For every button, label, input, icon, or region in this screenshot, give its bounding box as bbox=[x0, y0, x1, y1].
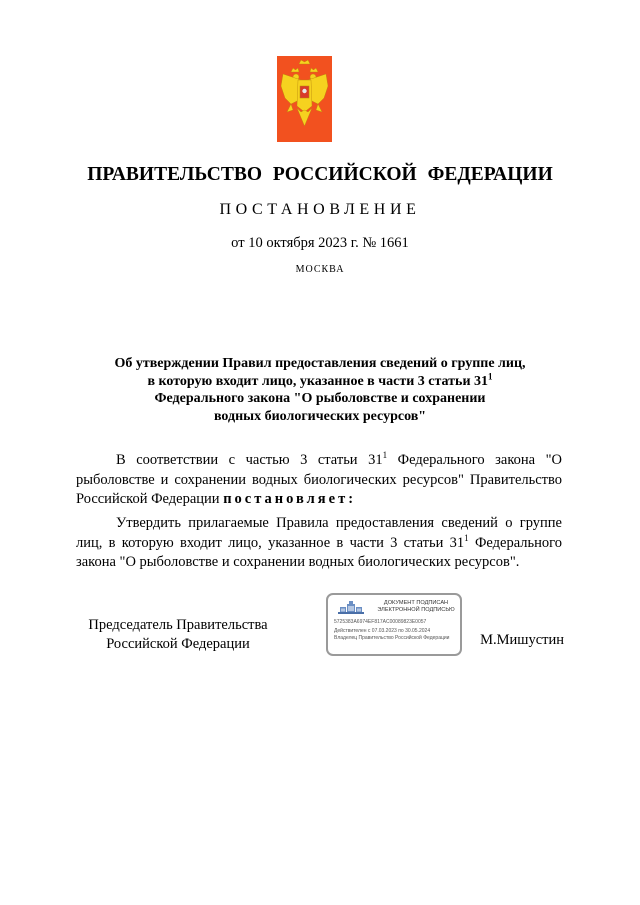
document-date-number: от 10 октября 2023 г. № 1661 bbox=[231, 235, 409, 251]
government-building-icon bbox=[338, 600, 364, 615]
certificate-validity: Действителен с 07.03.2023 по 30.05.2024 Владелец Правительство Российской Федерации bbox=[334, 628, 450, 641]
title-line: Об утверждении Правил предоставления сведений о группе лиц, bbox=[114, 356, 526, 371]
document-title bbox=[80, 355, 560, 425]
document-city: МОСКВА bbox=[295, 264, 345, 275]
signatory-name: М.Мишустин bbox=[480, 632, 564, 648]
certificate-number: 5725383A6974EF817AC00089823E0057 bbox=[334, 619, 427, 625]
title-line: Федерального закона "О рыболовстве и сохранении bbox=[154, 391, 486, 406]
superscript: 1 bbox=[488, 370, 493, 381]
superscript: 1 bbox=[382, 450, 388, 461]
coat-of-arms-icon bbox=[277, 56, 332, 142]
government-name: ПРАВИТЕЛЬСТВО РОССИЙСКОЙ ФЕДЕРАЦИИ bbox=[87, 164, 553, 185]
signatory-position: Председатель Правительства Российской Федерации bbox=[88, 617, 268, 652]
document-type: ПОСТАНОВЛЕНИЕ bbox=[219, 201, 421, 218]
electronic-signature-stamp bbox=[326, 593, 462, 656]
title-line: водных биологических ресурсов" bbox=[213, 408, 427, 424]
title-line: в которую входит лицо, указанное в части 3 статьи $31^1$ bbox=[147, 370, 493, 389]
stamp-heading: ДОКУМЕНТ ПОДПИСАН ЭЛЕКТРОННОЙ ПОДПИСЬЮ bbox=[377, 600, 455, 613]
body-paragraph-resolution: Утвердить прилагаемые Правила предоставления сведений о группе лиц, в которую входит лицо, указанное в части 3 статьи $31^1$ Федерального закона "О рыболовстве и сохранении водных биологических ресурсов". bbox=[76, 515, 562, 570]
superscript: 1 bbox=[464, 532, 469, 543]
decree-verb: постановляет: bbox=[223, 491, 357, 507]
coat-of-arms-emblem bbox=[277, 56, 332, 142]
body-paragraph-preamble: В соответствии с частью 3 статьи $31^1$ Федерального закона "О рыболовстве и сохранении водных биологических ресурсов" Правительство Российской Федерации постановляет: bbox=[76, 450, 562, 507]
